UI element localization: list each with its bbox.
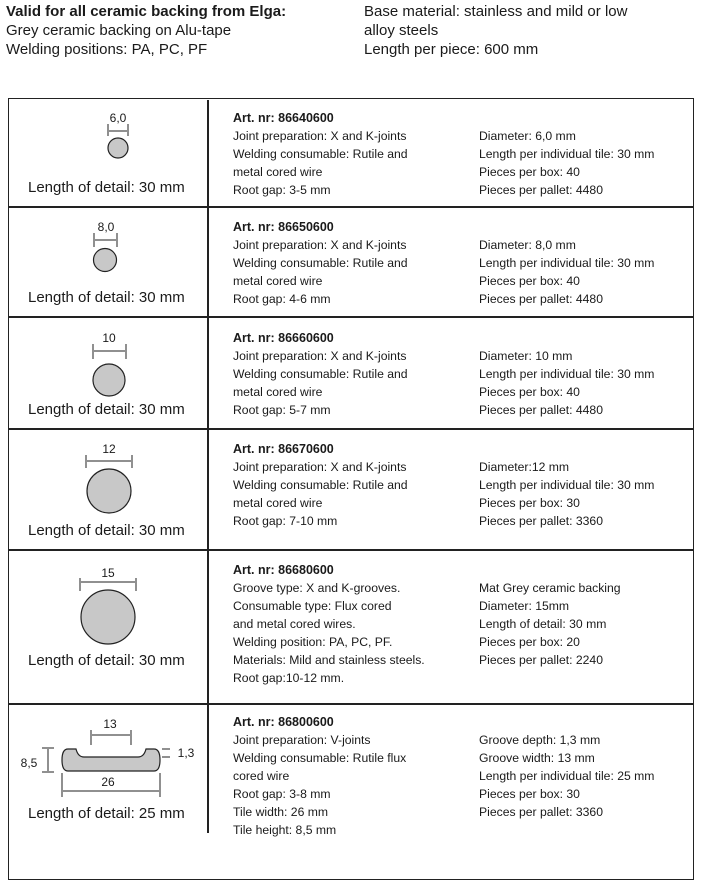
diameter-label: 8,0 (97, 220, 115, 234)
header-line: Grey ceramic backing on Alu-tape (6, 22, 232, 39)
spec-line: Diameter:12 mm (479, 460, 570, 474)
spec-line: Length per individual tile: 30 mm (479, 478, 655, 492)
spec-line: Pieces per pallet: 3360 (479, 805, 603, 819)
article-number: Art. nr: 86670600 (233, 442, 334, 456)
header-line: Welding positions: PA, PC, PF (6, 41, 208, 58)
round-backing-figure (82, 442, 142, 517)
article-number: Art. nr: 86660600 (233, 331, 334, 345)
spec-line: Length of detail: 30 mm (479, 617, 607, 631)
article-number: Art. nr: 86640600 (233, 111, 334, 125)
spec-left (233, 713, 406, 839)
spec-line: Pieces per pallet: 4480 (479, 403, 603, 417)
groove-depth-label: 1,3 (177, 746, 195, 760)
spec-right (479, 731, 654, 821)
round-backing-figure (74, 563, 154, 653)
header-left (6, 2, 286, 59)
spec-right (479, 458, 654, 530)
round-backing-figure (92, 220, 142, 280)
spec-line: metal cored wire (233, 165, 323, 179)
row-divider (8, 316, 694, 318)
length-of-detail: Length of detail: 30 mm (28, 179, 185, 196)
round-backing-figure (98, 111, 138, 171)
spec-left (233, 218, 408, 308)
spec-line: metal cored wire (233, 274, 323, 288)
spec-line: Diameter: 8,0 mm (479, 238, 576, 252)
spec-line: Diameter: 15mm (479, 599, 570, 613)
tile-width-label: 26 (101, 775, 115, 789)
spec-line: Pieces per pallet: 3360 (479, 514, 603, 528)
spec-right (479, 127, 654, 199)
spec-line: Root gap: 4-6 mm (233, 292, 331, 306)
spec-left (233, 109, 408, 199)
header-line: Base material: stainless and mild or low (364, 3, 628, 20)
length-of-detail: Length of detail: 25 mm (28, 805, 185, 822)
diameter-label: 6,0 (109, 111, 127, 125)
spec-line: Tile width: 26 mm (233, 805, 329, 819)
spec-left (233, 329, 408, 419)
round-backing-figure (88, 331, 138, 399)
header-right (364, 2, 627, 59)
flat-tile-figure (20, 715, 210, 810)
product-row (8, 440, 694, 549)
row-divider (8, 549, 694, 551)
spec-line: Welding consumable: Rutile and (233, 478, 408, 492)
spec-right (479, 347, 654, 419)
spec-line: Pieces per pallet: 2240 (479, 653, 603, 667)
groove-width-label: 13 (103, 717, 117, 731)
spec-line: Pieces per pallet: 4480 (479, 183, 603, 197)
spec-line: Pieces per box: 30 (479, 496, 580, 510)
spec-line: Joint preparation: X and K-joints (233, 349, 407, 363)
header-line: Length per piece: 600 mm (364, 41, 539, 58)
spec-line: Length per individual tile: 30 mm (479, 256, 655, 270)
spec-line: Root gap: 5-7 mm (233, 403, 331, 417)
spec-line: Pieces per box: 40 (479, 274, 580, 288)
row-divider (8, 206, 694, 208)
spec-line: Pieces per box: 40 (479, 165, 580, 179)
product-row (8, 561, 694, 703)
spec-line: Root gap: 3-8 mm (233, 787, 331, 801)
spec-left (233, 561, 425, 687)
spec-right (479, 579, 621, 669)
article-number: Art. nr: 86650600 (233, 220, 334, 234)
spec-line: Root gap:10-12 mm. (233, 671, 345, 685)
spec-line: Welding consumable: Rutile and (233, 147, 408, 161)
spec-line: Groove width: 13 mm (479, 751, 595, 765)
length-of-detail: Length of detail: 30 mm (28, 401, 185, 418)
spec-right (479, 236, 654, 308)
spec-line: Root gap: 3-5 mm (233, 183, 331, 197)
spec-line: Diameter: 6,0 mm (479, 129, 576, 143)
spec-line: Joint preparation: X and K-joints (233, 129, 407, 143)
diameter-label: 12 (102, 442, 116, 456)
spec-line: metal cored wire (233, 496, 323, 510)
spec-line: Materials: Mild and stainless steels. (233, 653, 425, 667)
spec-line: Welding consumable: Rutile flux (233, 751, 407, 765)
tile-height-label: 8,5 (20, 756, 38, 770)
spec-line: Pieces per box: 30 (479, 787, 580, 801)
spec-line: Groove type: X and K-grooves. (233, 581, 401, 595)
length-of-detail: Length of detail: 30 mm (28, 289, 185, 306)
article-number: Art. nr: 86680600 (233, 563, 334, 577)
product-row (8, 329, 694, 428)
spec-line: Pieces per box: 40 (479, 385, 580, 399)
spec-left (233, 440, 408, 530)
spec-line: Welding position: PA, PC, PF. (233, 635, 393, 649)
spec-line: Tile height: 8,5 mm (233, 823, 337, 837)
product-row (8, 218, 694, 316)
row-divider (8, 703, 694, 705)
spec-line: Length per individual tile: 25 mm (479, 769, 655, 783)
header-title: Valid for all ceramic backing from Elga: (6, 3, 287, 20)
article-number: Art. nr: 86800600 (233, 715, 334, 729)
spec-line: Length per individual tile: 30 mm (479, 147, 655, 161)
spec-line: Groove depth: 1,3 mm (479, 733, 601, 747)
spec-line: Pieces per pallet: 4480 (479, 292, 603, 306)
spec-line: Joint preparation: V-joints (233, 733, 371, 747)
diameter-label: 15 (101, 566, 115, 580)
length-of-detail: Length of detail: 30 mm (28, 522, 185, 539)
spec-line: Diameter: 10 mm (479, 349, 573, 363)
spec-line: Joint preparation: X and K-joints (233, 460, 407, 474)
header-line: alloy steels (364, 22, 439, 39)
spec-line: Root gap: 7-10 mm (233, 514, 338, 528)
row-divider (8, 428, 694, 430)
spec-line: Pieces per box: 20 (479, 635, 580, 649)
spec-line: metal cored wire (233, 385, 323, 399)
spec-line: Consumable type: Flux cored (233, 599, 392, 613)
spec-line: Welding consumable: Rutile and (233, 256, 408, 270)
spec-line: cored wire (233, 769, 290, 783)
length-of-detail: Length of detail: 30 mm (28, 652, 185, 669)
spec-line: Length per individual tile: 30 mm (479, 367, 655, 381)
spec-line: Joint preparation: X and K-joints (233, 238, 407, 252)
spec-line: Welding consumable: Rutile and (233, 367, 408, 381)
product-row (8, 109, 694, 206)
spec-line: and metal cored wires. (233, 617, 356, 631)
diameter-label: 10 (102, 331, 116, 345)
product-row (8, 713, 694, 838)
spec-line: Mat Grey ceramic backing (479, 581, 621, 595)
